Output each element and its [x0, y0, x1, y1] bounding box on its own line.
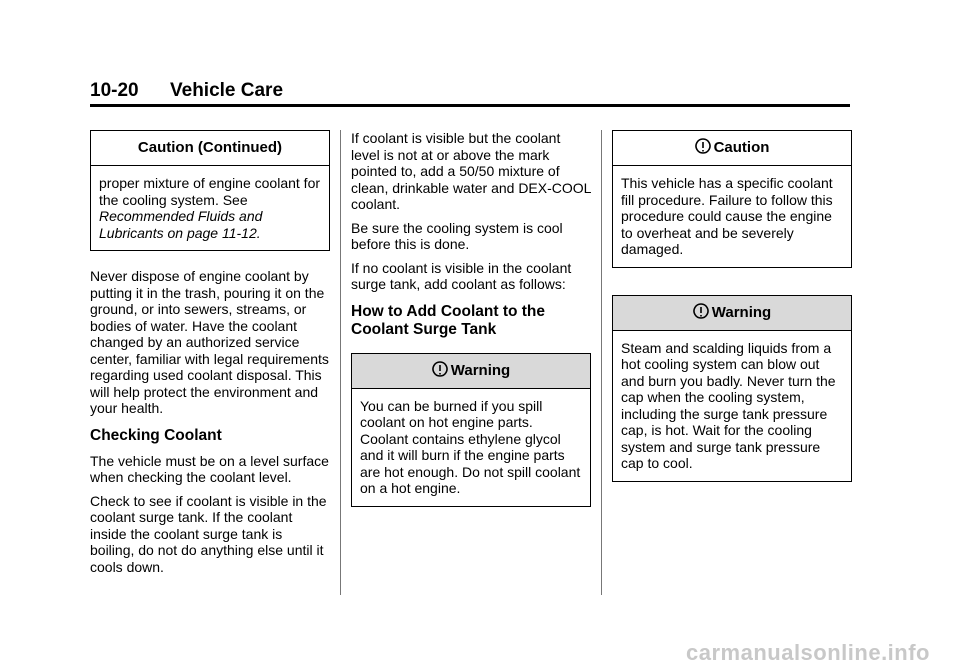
steam-warning-title: Warning: [711, 303, 772, 321]
caution-continued-box: [90, 130, 330, 251]
add-coolant-heading: How to Add Coolant to the Coolant Surge Tank: [351, 302, 545, 338]
fill-caution-title: Caution: [713, 139, 770, 156]
caution-continued-title: Caution (Continued): [91, 131, 329, 166]
recommended-fluids-link[interactable]: Recommended Fluids and Lubricants on page 11-12.: [99, 208, 263, 241]
fill-caution-text: This vehicle has a specific coolant fill procedure. Failure to follow this procedure could cause the engine to overheat and be severely damaged.: [621, 175, 833, 257]
steam-warning-box: [612, 295, 852, 482]
fill-caution-box: [612, 130, 852, 268]
caution-continued-text: proper mixture of engine coolant for the cooling system. See: [99, 175, 321, 208]
warning-icon: [432, 361, 448, 377]
warning-icon: [693, 303, 709, 319]
disposal-paragraph: Never dispose of engine coolant by putting it in the trash, pouring it on the ground, or into sewers, streams, or bodies of water. Have the coolant changed by an authorized service center, familiar with legal requirements regarding used coolant disposal. This will help protect the environment and your health.: [90, 268, 329, 416]
page-header: [90, 80, 850, 107]
level-surface-paragraph: The vehicle must be on a level surface when checking the coolant level.: [90, 452, 329, 485]
burn-warning-box: [351, 353, 591, 507]
check-visible-paragraph: Check to see if coolant is visible in the coolant surge tank. If the coolant inside the coolant surge tank is boiling, do not do anything else until it cools down.: [90, 492, 327, 575]
watermark: carmanualsonline.info: [686, 640, 930, 665]
column-2: [351, 130, 591, 507]
column-divider-1: [340, 130, 341, 595]
column-1: [90, 130, 330, 582]
page-number: 10-20: [90, 80, 139, 101]
checking-coolant-heading: Checking Coolant: [90, 426, 222, 444]
column-3: [612, 130, 852, 482]
column-divider-2: [601, 130, 602, 595]
burn-warning-text: You can be burned if you spill coolant on hot engine parts. Coolant contains ethylene glycol and it will burn if the engine parts are hot enough. Do not spill coolant on a hot engine.: [360, 397, 581, 496]
burn-warning-title: Warning: [450, 361, 511, 379]
no-coolant-paragraph: If no coolant is visible in the coolant surge tank, add coolant as follows:: [351, 259, 572, 292]
cool-system-paragraph: Be sure the cooling system is cool before this is done.: [351, 219, 563, 252]
chapter-title: Vehicle Care: [170, 80, 284, 101]
add-mixture-paragraph: If coolant is visible but the coolant level is not at or above the mark pointed to, add a 50/50 mixture of clean, drinkable water and DEX-COOL coolant.: [351, 130, 591, 212]
steam-warning-text: Steam and scalding liquids from a hot cooling system can blow out and burn you badly. Never turn the cap when the cooling system, including the surge tank pressure cap, is hot. Wait for the cooling system and surge tank pressure cap to cool.: [621, 339, 836, 471]
caution-icon: [695, 138, 711, 154]
